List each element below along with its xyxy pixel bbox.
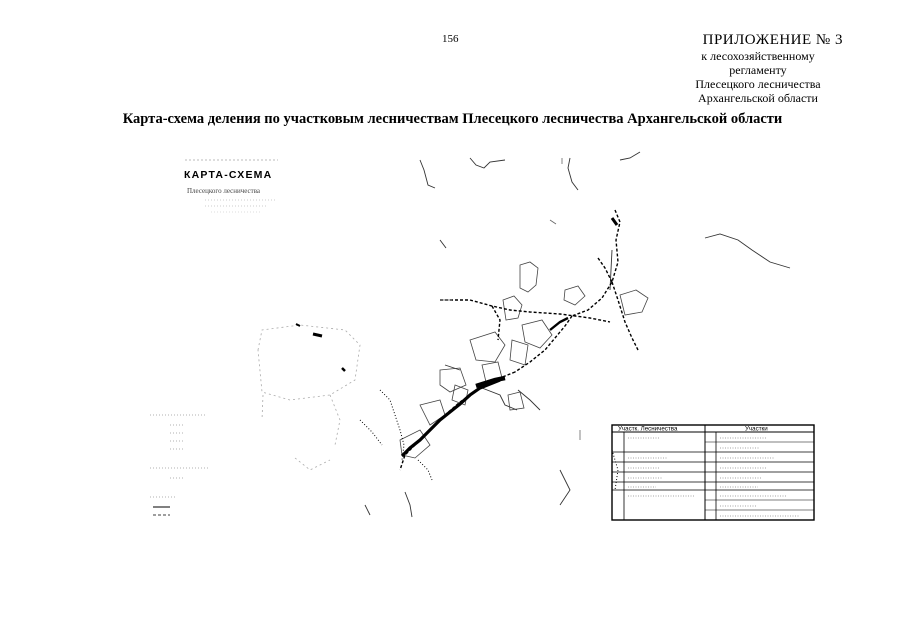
map-inset-title: КАРТА-СХЕМА (184, 169, 273, 181)
map-quarter-outlines (400, 262, 648, 458)
map-legend (150, 415, 210, 515)
appendix-line: к лесохозяйственному регламенту (701, 49, 815, 77)
map-district-boundaries (400, 210, 638, 470)
map-misc-marks (440, 158, 580, 440)
page-number: 156 (442, 33, 459, 45)
map-inset-title-block (184, 160, 278, 212)
division-table-header-sections: Участки (745, 425, 768, 433)
map-main-corridor (296, 218, 617, 456)
appendix-line: Архангельской области (698, 91, 818, 105)
appendix-title: ПРИЛОЖЕНИЕ № 3 (702, 32, 843, 48)
division-table (612, 425, 814, 520)
document-title: Карта-схема деления по участковым лесничествам Плесецкого лесничества Архангельской области (122, 111, 783, 127)
map-railway (360, 390, 618, 490)
map-inset-subtitle: Плесецкого лесничества (187, 187, 261, 195)
division-table-header-districts: Участк. Лесничества (618, 425, 678, 433)
appendix-line: Плесецкого лесничества (695, 77, 821, 91)
map-background-boundaries (258, 325, 360, 470)
division-table-cells (628, 438, 800, 516)
